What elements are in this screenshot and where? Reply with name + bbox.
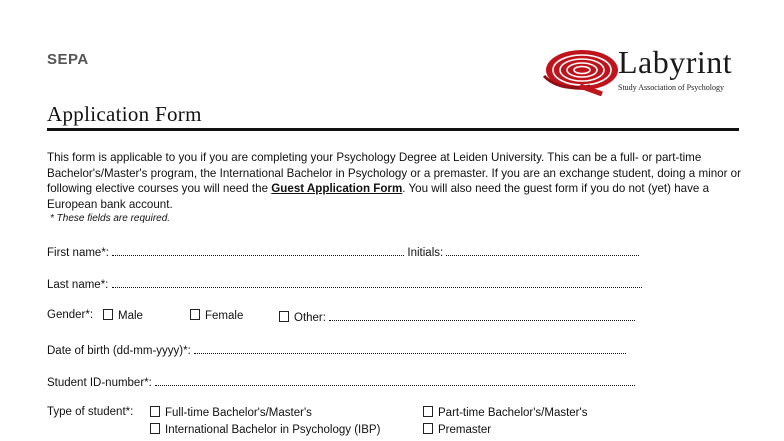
org-label: SEPA bbox=[47, 51, 89, 68]
logo-name: Labyrint bbox=[618, 44, 733, 80]
premaster-option[interactable] bbox=[423, 423, 491, 436]
student-id-label: Student ID-number*: bbox=[47, 377, 152, 389]
ibp-checkbox[interactable] bbox=[150, 423, 160, 434]
student-id-field[interactable] bbox=[155, 374, 635, 386]
last-name-row bbox=[47, 276, 642, 291]
ibp-option[interactable] bbox=[150, 423, 380, 436]
first-name-field[interactable] bbox=[112, 244, 404, 256]
dob-row bbox=[47, 342, 626, 357]
last-name-label: Last name*: bbox=[47, 279, 109, 291]
full-time-checkbox[interactable] bbox=[150, 406, 160, 417]
dob-label: Date of birth (dd-mm-yyyy)*: bbox=[47, 345, 191, 357]
gender-other-option[interactable] bbox=[279, 309, 635, 324]
page-title: Application Form bbox=[47, 102, 202, 126]
ibp-label: International Bachelor in Psychology (IBP) bbox=[165, 424, 381, 436]
gender-label: Gender*: bbox=[47, 309, 94, 321]
dob-field[interactable] bbox=[194, 342, 626, 354]
full-time-option[interactable] bbox=[150, 406, 312, 419]
full-time-label: Full-time Bachelor's/Master's bbox=[165, 407, 312, 419]
other-checkbox[interactable] bbox=[279, 311, 289, 322]
other-label: Other: bbox=[294, 312, 326, 324]
student-id-row bbox=[47, 374, 635, 389]
female-label: Female bbox=[205, 310, 244, 322]
initials-field[interactable] bbox=[446, 244, 639, 256]
intro-paragraph bbox=[47, 150, 747, 212]
intro-text-end: . You will also need the guest form if you do not (yet) have a European bank account. bbox=[47, 182, 710, 211]
intro-text: This form is applicable to you if you are completing your Psychology Degree at Leiden University. This can be a full- or part-time Bachelor's/Master's program, the International Bachelor in Psychology or a premaster. If you are an exchange student, doing a minor or following elective courses you will need the bbox=[47, 151, 741, 195]
required-note: * These fields are required. bbox=[50, 213, 171, 224]
part-time-label: Part-time Bachelor's/Master's bbox=[438, 407, 588, 419]
premaster-label: Premaster bbox=[438, 424, 492, 436]
gender-male-option[interactable] bbox=[103, 309, 143, 322]
female-checkbox[interactable] bbox=[190, 309, 200, 320]
initials-label: Initials: bbox=[407, 247, 444, 259]
gender-female-option[interactable] bbox=[190, 309, 243, 322]
gender-row bbox=[47, 309, 647, 324]
guest-form-link[interactable]: Guest Application Form bbox=[271, 182, 403, 195]
first-name-row bbox=[47, 244, 639, 259]
part-time-option[interactable] bbox=[423, 406, 587, 419]
title-rule bbox=[47, 128, 739, 131]
other-field[interactable] bbox=[329, 309, 635, 321]
male-label: Male bbox=[118, 310, 143, 322]
labyrint-logo bbox=[540, 44, 760, 100]
part-time-checkbox[interactable] bbox=[423, 406, 433, 417]
logo-subtitle: Study Association of Psychology bbox=[618, 83, 725, 92]
premaster-checkbox[interactable] bbox=[423, 423, 433, 434]
student-type-label: Type of student*: bbox=[47, 406, 134, 418]
first-name-label: First name*: bbox=[47, 247, 109, 259]
last-name-field[interactable] bbox=[112, 276, 642, 288]
male-checkbox[interactable] bbox=[103, 309, 113, 320]
labyrint-spiral-icon bbox=[540, 46, 620, 96]
